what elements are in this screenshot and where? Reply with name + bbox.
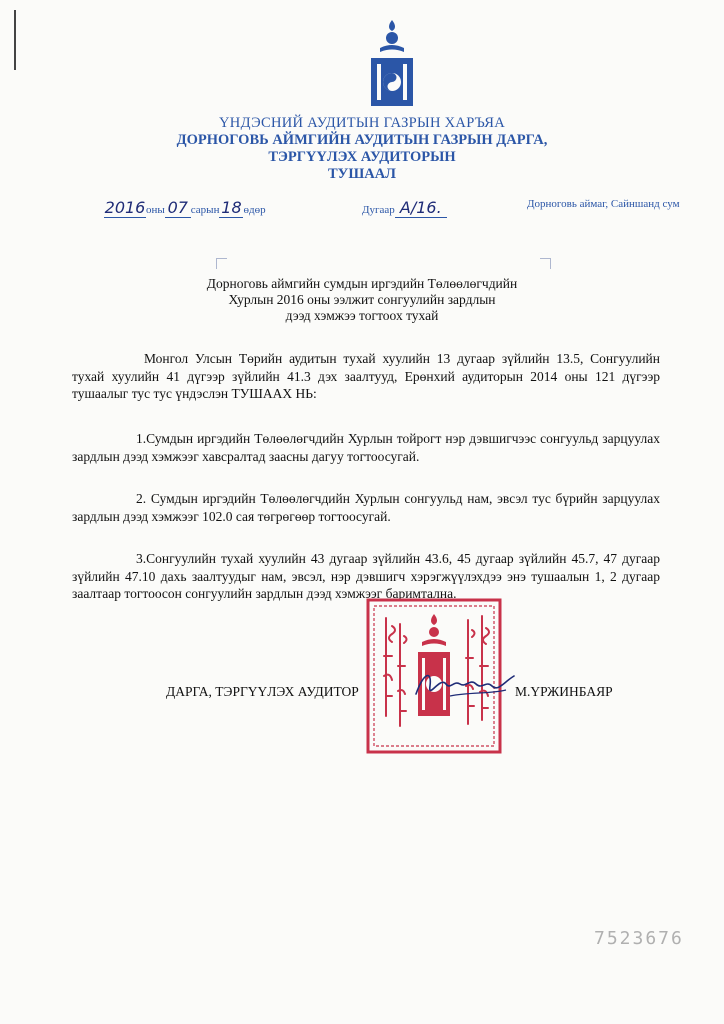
date-month: 07 (165, 198, 191, 218)
handwritten-signature (410, 666, 520, 706)
order-item-1: 1.Сумдын иргэдийн Төлөөлөгчдийн Хурлын тойрогт нэр дэвшигчээс сонгуульд зарцуулах зардлын дээд хэмжээг хавсралтад заасны дагуу тогтоосугай. (72, 431, 660, 464)
soyombo-emblem-icon (368, 18, 416, 108)
subject-title (0, 276, 724, 324)
order-number-field (362, 198, 447, 218)
date-year-label: оны (146, 204, 165, 216)
subject-line-1: Дорноговь аймгийн сумдын иргэдийн Төлөөлөгчдийн (206, 276, 518, 291)
order-item-3: 3.Сонгуулийн тухай хуулийн 43 дугаар зүйлийн 43.6, 45 дугаар зүйлийн 45.7, 47 дугаар зүйлийн 47.10 дахь заалтуудыг нам, эвсэл, нэр дэвшигч хэрэгжүүлэхдээ энэ тушаалын 1, 2 дугаар заалтаар тогтоосон сонгуулийн зардлын дээд хэмжээг баримталнa. (72, 551, 660, 601)
signatory-title: ДАРГА, ТЭРГҮҮЛЭХ АУДИТОР (166, 684, 359, 699)
subject-corner-top-right (540, 258, 551, 269)
place-field: Дорноговь аймаг, Сайншанд сум (527, 198, 680, 210)
subject-line-2: Хурлын 2016 оны ээлжит сонгуулийн зардлын (228, 292, 496, 307)
date-day: 18 (221, 198, 242, 217)
document-reference-number: 7523676 (594, 928, 684, 949)
date-month-label: сарын (190, 204, 220, 216)
header-position: ТЭРГҮҮЛЭХ АУДИТОРЫН (268, 149, 456, 165)
order-number-label: Дугаар (362, 204, 395, 216)
date-day-label: өдөр (243, 204, 266, 216)
signatory-name: М.ҮРЖИНБАЯР (515, 684, 613, 699)
order-number: А/16. (395, 198, 447, 218)
header-parent-organization: ҮНДЭСНИЙ АУДИТЫН ГАЗРЫН ХАРЪЯА (219, 115, 505, 131)
preamble-paragraph: Монгол Улсын Төрийн аудитын тухай хуулийн 13 дугаар зүйлийн 13.5, Сонгуулийн тухай хуулийн 41 дүгээр зүйлийн 41.3 дэх заалтууд, Ерөнхий аудиторын 2014 оны 121 дүгээр тушаалыг тус тус үндэслэн ТУШААХ НЬ: (72, 351, 660, 401)
subject-line-3: дээд хэмжээ тогтоох тухай (285, 308, 439, 323)
subject-corner-top-left (216, 258, 227, 269)
date-year: 2016 (104, 198, 146, 217)
document-type: ТУШААЛ (328, 166, 396, 182)
order-item-2: 2. Сумдын иргэдийн Төлөөлөгчдийн Хурлын сонгуульд нам, эвсэл тус бүрийн зарцуулах зардлын дээд хэмжээг 102.0 сая төгрөгөөр тогтоосугай. (72, 491, 660, 524)
header-organization: ДОРНОГОВЬ АЙМГИЙН АУДИТЫН ГАЗРЫН ДАРГА, (176, 132, 548, 148)
scan-edge-mark (14, 10, 16, 70)
date-field (104, 198, 266, 218)
